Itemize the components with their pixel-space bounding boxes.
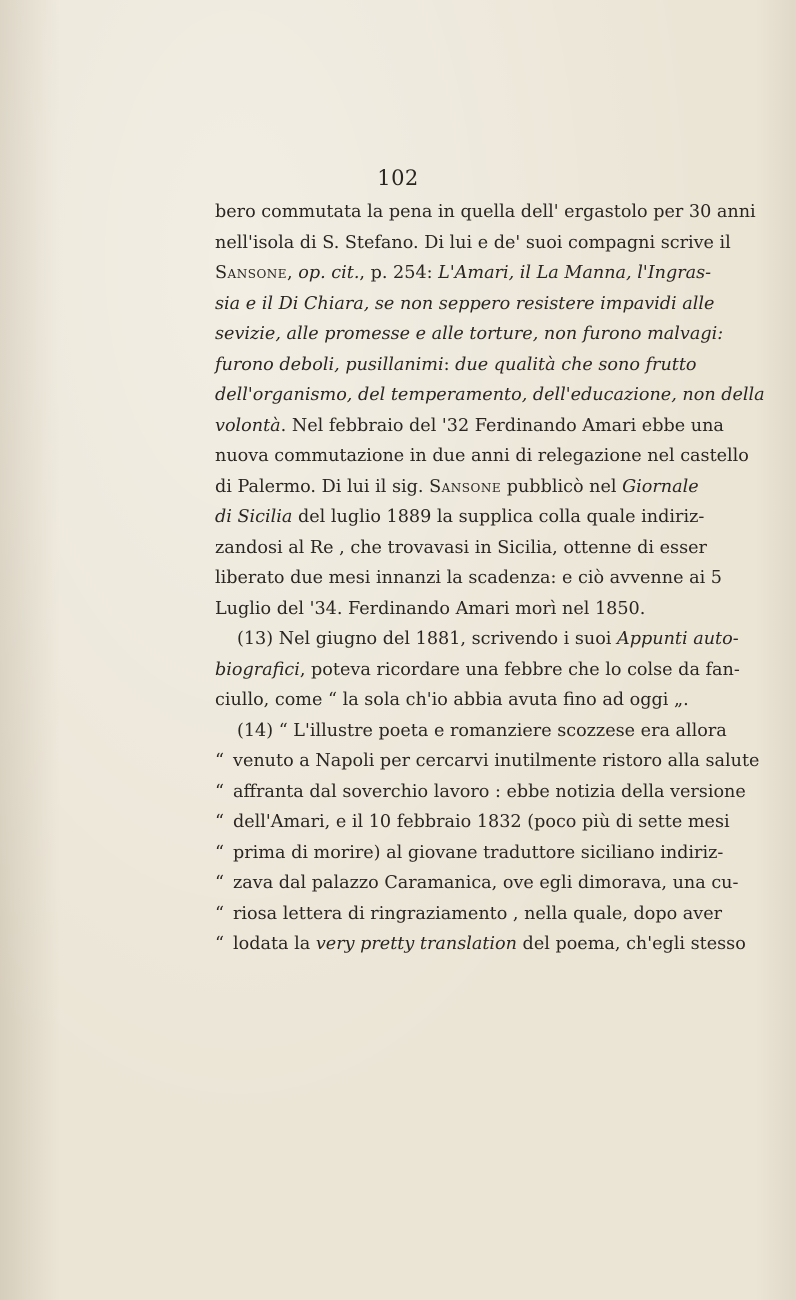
text-segment: zandosi al Re , che trovavasi in Sicilia, ottenne di esser [215, 537, 707, 558]
text-segment: nuova commutazione in due anni di relegazione nel castello [215, 446, 749, 466]
text-segment: prima di morire) al giovane traduttore siciliano indiriz- [233, 842, 724, 863]
quote-mark: “ [215, 812, 224, 832]
text-segment: dell'organismo, del temperamento, dell'educazione, non della [215, 385, 765, 405]
text-segment: , p. 254: [359, 263, 439, 283]
text-line [215, 594, 685, 625]
text-line [215, 258, 712, 289]
text-segment: volontà [215, 415, 281, 436]
text-segment: ciullo, come “ la sola ch'io abbia avuta fino ad oggi „. [215, 690, 689, 710]
text-line [215, 228, 731, 259]
text-segment: Appunti auto- [617, 629, 739, 649]
text-segment: , [287, 263, 299, 283]
text-segment: very pretty translation [315, 934, 517, 954]
text-line [215, 319, 724, 350]
text-line [215, 716, 727, 747]
text-line [215, 899, 723, 930]
text-line [215, 197, 756, 228]
text-segment: op. cit. [298, 263, 360, 283]
text-line [215, 472, 699, 503]
text-line [215, 655, 740, 686]
text-line [215, 868, 739, 899]
text-segment: zava dal palazzo Caramanica, ove egli dimorava, una cu- [233, 873, 739, 893]
quote-mark: “ [215, 781, 224, 802]
text-segment: sia e il Di Chiara, se non seppero resistere impavidi alle [215, 293, 715, 314]
text-line [215, 441, 749, 472]
quote-mark: “ [215, 842, 224, 863]
text-line [215, 411, 724, 442]
text-line [215, 929, 746, 960]
text-segment: di Palermo. Di lui il sig. [215, 476, 430, 497]
text-segment: . Nel febbraio del '32 Ferdinando Amari ebbe una [280, 415, 724, 436]
text-segment: : [443, 354, 456, 375]
text-segment: affranta dal soverchio lavoro : ebbe notizia della versione [233, 781, 746, 802]
text-segment: venuto a Napoli per cercarvi inutilmente ristoro alla salute [233, 751, 760, 771]
text-line [215, 777, 746, 808]
text-segment: sevizie, alle promesse e alle torture, non furono malvagi: [215, 324, 724, 344]
text-line [215, 380, 765, 411]
text-segment: , poteva ricordare una febbre che lo colse da fan- [299, 659, 740, 680]
text-segment: del poema, ch'egli stesso [516, 934, 746, 954]
page-number: 102 [377, 166, 419, 190]
text-segment: due qualità che sono frutto [455, 354, 697, 375]
text-segment: Luglio del '34. Ferdinando Amari morì nel 1850. [215, 598, 646, 619]
text-line [215, 685, 689, 716]
quote-mark: “ [215, 873, 224, 893]
text-segment: del luglio 1889 la supplica colla quale indiriz- [292, 507, 705, 527]
text-segment: di Sicilia [215, 507, 293, 527]
text-segment: biografici [215, 659, 300, 680]
text-segment: (13) Nel giugno del 1881, scrivendo i suoi [237, 629, 618, 649]
text-segment: lodata la [233, 934, 316, 954]
quote-mark: “ [215, 934, 224, 954]
text-line [215, 807, 730, 838]
text-segment: dell'Amari, e il 10 febbraio 1832 (poco più di sette mesi [233, 812, 730, 832]
text-segment: (14) “ L'illustre poeta e romanziere scozzese era allora [237, 720, 727, 741]
text-line [215, 502, 705, 533]
text-segment: liberato due mesi innanzi la scadenza: e ciò avvenne ai 5 [215, 568, 723, 588]
quote-mark: “ [215, 751, 224, 771]
text-line [215, 533, 707, 564]
text-segment: furono deboli, pusillanimi [215, 354, 444, 375]
text-line [215, 563, 723, 594]
text-line [215, 350, 697, 381]
text-line [215, 838, 724, 869]
text-segment: bero commutata la pena in quella dell' ergastolo per 30 anni [215, 202, 756, 222]
text-segment: Giornale [622, 476, 699, 497]
text-segment: pubblicò nel [501, 476, 623, 497]
text-line [215, 289, 715, 320]
text-segment: L'Amari, il La Manna, l'Ingras- [438, 263, 712, 283]
text-segment: Sansone [429, 476, 502, 497]
text-line [215, 746, 760, 777]
text-segment: nell'isola di S. Stefano. Di lui e de' suoi compagni scrive il [215, 232, 731, 253]
text-line [215, 624, 739, 655]
text-segment: riosa lettera di ringraziamento , nella quale, dopo aver [233, 903, 723, 924]
quote-mark: “ [215, 903, 224, 924]
body-text [215, 197, 765, 960]
text-segment: Sansone [215, 263, 288, 283]
